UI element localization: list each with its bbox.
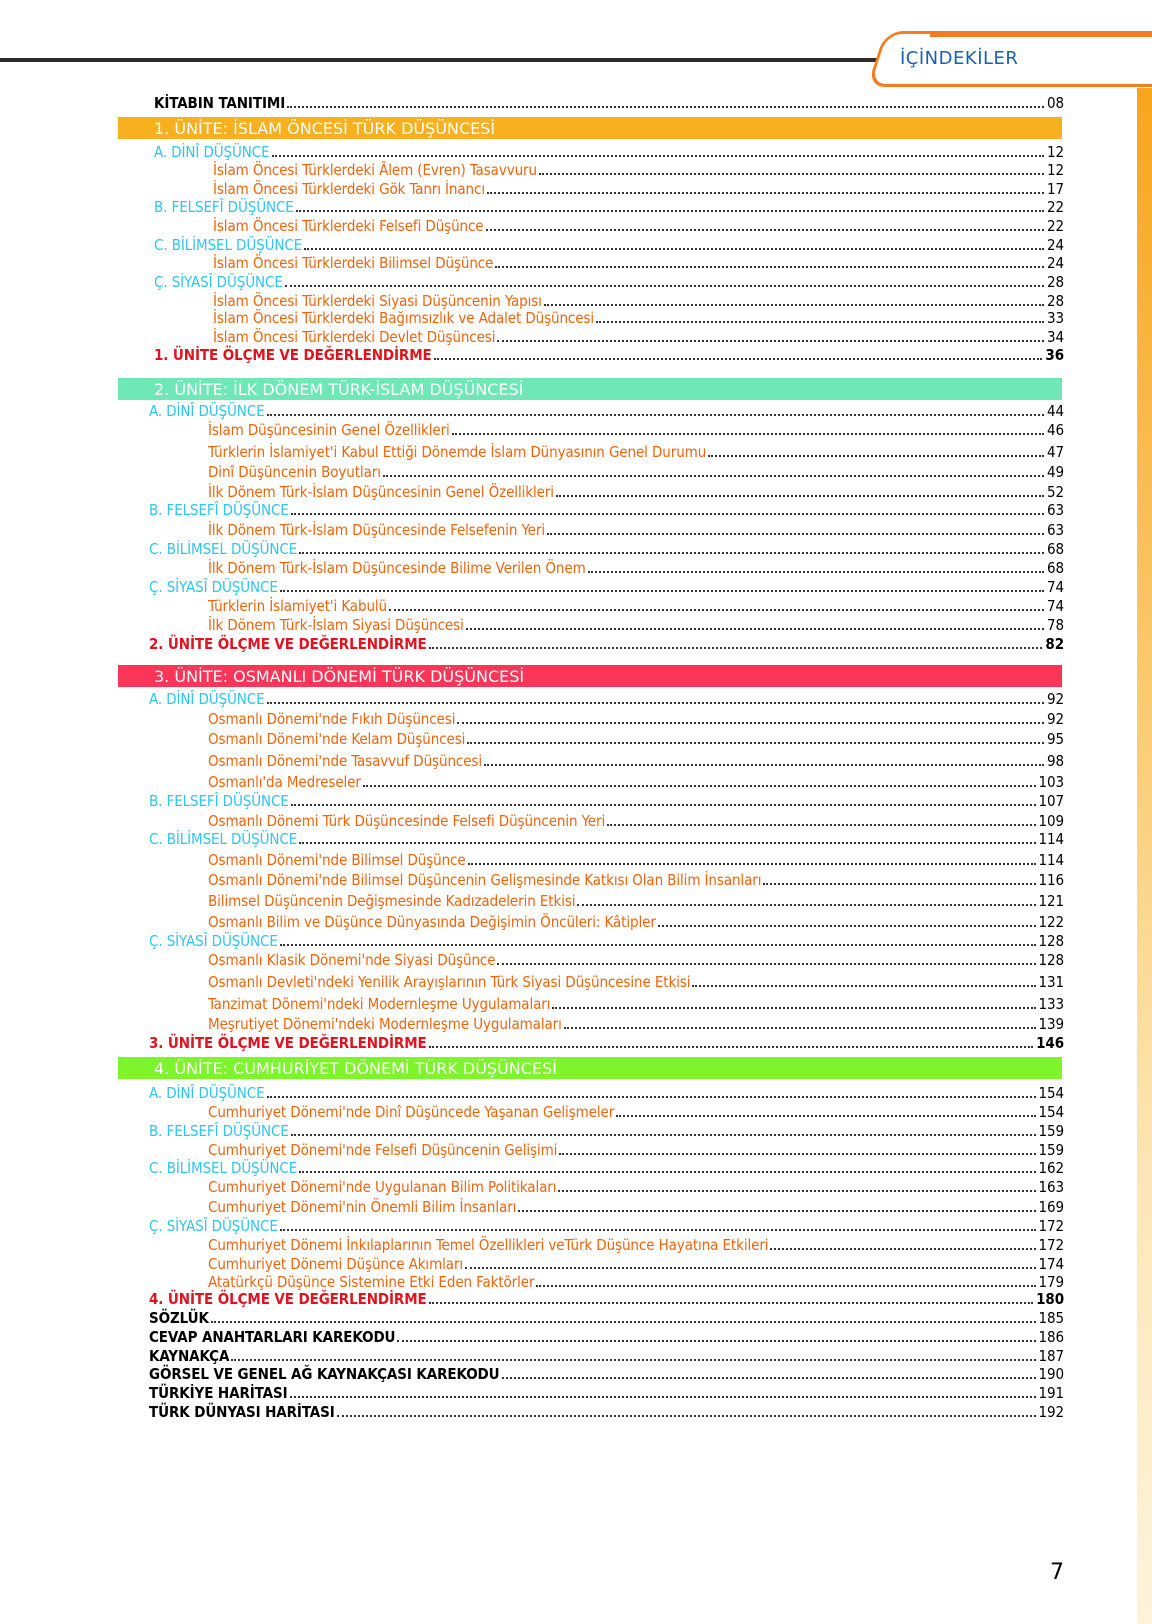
toc-topic-row[interactable] xyxy=(208,869,1064,889)
toc-page-number: 146 xyxy=(1036,1034,1064,1052)
toc-page-number: 36 xyxy=(1045,346,1064,364)
toc-entry-title: CEVAP ANAHTARLARI KAREKODU xyxy=(149,1328,396,1346)
toc-page-number: 192 xyxy=(1038,1403,1064,1421)
toc-section-row[interactable] xyxy=(149,576,1064,596)
dot-leader xyxy=(495,266,1044,268)
toc-section-row[interactable] xyxy=(149,828,1064,848)
toc-page-number: 172 xyxy=(1038,1236,1064,1254)
toc-entry-title: Osmanlı'da Medreseler xyxy=(208,773,361,791)
toc-entry-row[interactable] xyxy=(154,92,1064,112)
dot-leader xyxy=(467,742,1044,744)
dot-leader xyxy=(267,414,1045,416)
toc-entry-title: TÜRK DÜNYASI HARİTASI xyxy=(149,1403,335,1421)
toc-entry-title: Osmanlı Dönemi'nde Bilimsel Düşüncenin Gelişmesinde Katkısı Olan Bilim İnsanları xyxy=(208,871,762,889)
toc-entry-title: İslam Öncesi Türklerdeki Felsefi Düşünce xyxy=(213,217,484,235)
dot-leader xyxy=(558,1190,1035,1192)
toc-page-number: 114 xyxy=(1038,851,1064,869)
toc-page-number: 122 xyxy=(1038,913,1064,931)
toc-entry-title: TÜRKİYE HARİTASI xyxy=(149,1384,288,1402)
dot-leader xyxy=(280,1229,1036,1231)
dot-leader xyxy=(544,304,1044,306)
toc-page-number: 33 xyxy=(1047,309,1064,327)
dot-leader xyxy=(692,985,1035,987)
toc-entry-title: B. FELSEFÎ DÜŞÜNCE xyxy=(149,792,289,810)
toc-assessment-row[interactable] xyxy=(149,1032,1064,1052)
toc-entry-title: İslam Öncesi Türklerdeki Siyasi Düşüncenin Yapısı xyxy=(213,292,542,310)
toc-page-number: 159 xyxy=(1038,1122,1064,1140)
toc-topic-row[interactable] xyxy=(208,1196,1064,1216)
dot-leader xyxy=(280,944,1036,946)
toc-page-number: 114 xyxy=(1038,830,1064,848)
dot-leader xyxy=(267,702,1045,704)
toc-topic-row[interactable] xyxy=(208,1101,1064,1121)
toc-page-number: 63 xyxy=(1047,501,1064,519)
dot-leader xyxy=(287,106,1044,108)
toc-section-row[interactable] xyxy=(149,538,1064,558)
toc-topic-row[interactable] xyxy=(208,949,1064,969)
toc-entry-row[interactable] xyxy=(149,1307,1064,1327)
dot-leader xyxy=(556,495,1044,497)
unit-header-band: 4. ÜNİTE: CUMHURİYET DÖNEMİ TÜRK DÜŞÜNCESİ xyxy=(118,1057,1062,1079)
dot-leader xyxy=(429,1302,1033,1304)
toc-page-number: 191 xyxy=(1038,1384,1064,1402)
toc-page-number: 82 xyxy=(1045,635,1064,653)
toc-entry-title: Osmanlı Bilim ve Düşünce Dünyasında Değişimin Öncüleri: Kâtipler xyxy=(208,913,656,931)
toc-section-row[interactable] xyxy=(149,930,1064,950)
toc-entry-title: Ç. SİYASÎ DÜŞÜNCE xyxy=(149,578,278,596)
toc-page-number: 95 xyxy=(1047,730,1064,748)
toc-topic-row[interactable] xyxy=(208,481,1064,501)
toc-entry-title: Meşrutiyet Dönemi'ndeki Modernleşme Uygulamaları xyxy=(208,1015,562,1033)
toc-topic-row[interactable] xyxy=(208,849,1064,869)
dot-leader xyxy=(770,1248,1035,1250)
toc-page-number: 109 xyxy=(1038,812,1064,830)
dot-leader xyxy=(434,358,1043,360)
toc-assessment-row[interactable] xyxy=(149,1288,1064,1308)
toc-page-number: 190 xyxy=(1038,1365,1064,1383)
toc-topic-row[interactable] xyxy=(208,1013,1064,1033)
dot-leader xyxy=(389,609,1044,611)
dot-leader xyxy=(299,552,1044,554)
toc-page-number: 24 xyxy=(1047,254,1064,272)
toc-entry-title: İslam Düşüncesinin Genel Özellikleri xyxy=(208,421,450,439)
toc-entry-title: Osmanlı Dönemi Türk Düşüncesinde Felsefi Düşüncenin Yeri xyxy=(208,812,606,830)
toc-entry-title: B. FELSEFÎ DÜŞÜNCE xyxy=(149,501,289,519)
toc-page-number: 116 xyxy=(1038,871,1064,889)
toc-topic-row[interactable] xyxy=(208,614,1064,634)
toc-topic-row[interactable] xyxy=(208,419,1064,439)
dot-leader xyxy=(763,883,1035,885)
toc-topic-row[interactable] xyxy=(213,326,1064,346)
toc-entry-title: İlk Dönem Türk-İslam Düşüncesinin Genel Özellikleri xyxy=(208,483,554,501)
toc-entry-title: İslam Öncesi Türklerdeki Âlem (Evren) Tasavvuru xyxy=(213,161,537,179)
dot-leader xyxy=(429,1046,1033,1048)
toc-entry-title: B. FELSEFÎ DÜŞÜNCE xyxy=(149,1122,289,1140)
toc-page-number: 154 xyxy=(1038,1084,1064,1102)
toc-entry-title: Ç. SİYASÎ DÜŞÜNCE xyxy=(149,1217,278,1235)
dot-leader xyxy=(291,1134,1036,1136)
dot-leader xyxy=(304,248,1044,250)
toc-assessment-row[interactable] xyxy=(149,633,1064,653)
toc-page-number: 34 xyxy=(1047,328,1064,346)
toc-topic-row[interactable] xyxy=(208,771,1064,791)
toc-page-number: 154 xyxy=(1038,1103,1064,1121)
dot-leader xyxy=(497,963,1035,965)
toc-topic-row[interactable] xyxy=(213,252,1064,272)
dot-leader xyxy=(539,173,1044,175)
toc-topic-row[interactable] xyxy=(208,1253,1064,1273)
dot-leader xyxy=(291,513,1044,515)
dot-leader xyxy=(536,1285,1035,1287)
toc-entry-title: KAYNAKÇA xyxy=(149,1347,230,1365)
toc-entry-title: C. BİLİMSEL DÜŞÜNCE xyxy=(149,1159,298,1177)
toc-page-number: 92 xyxy=(1047,690,1064,708)
toc-section-row[interactable] xyxy=(149,499,1064,519)
dot-leader xyxy=(547,533,1044,535)
toc-page-number: 22 xyxy=(1047,198,1064,216)
toc-page-number: 187 xyxy=(1038,1347,1064,1365)
dot-leader xyxy=(658,925,1036,927)
dot-leader xyxy=(337,1415,1036,1417)
toc-entry-title: İslam Öncesi Türklerdeki Bilimsel Düşünce xyxy=(213,254,494,272)
dot-leader xyxy=(211,1321,1036,1323)
dot-leader xyxy=(616,1115,1035,1117)
toc-entry-title: Tanzimat Dönemi'ndeki Modernleşme Uygulamaları xyxy=(208,995,551,1013)
toc-entry-title: Osmanlı Klasik Dönemi'nde Siyasi Düşünce xyxy=(208,951,496,969)
dot-leader xyxy=(487,192,1044,194)
toc-topic-row[interactable] xyxy=(208,441,1064,461)
dot-leader xyxy=(429,647,1043,649)
toc-page-number: 121 xyxy=(1038,892,1064,910)
dot-leader xyxy=(272,155,1045,157)
dot-leader xyxy=(452,433,1044,435)
toc-entry-title: Osmanlı Dönemi'nde Kelam Düşüncesi xyxy=(208,730,466,748)
toc-entry-title: 1. ÜNİTE ÖLÇME VE DEĞERLENDİRME xyxy=(154,346,432,364)
toc-entry-title: Cumhuriyet Dönemi Düşünce Akımları xyxy=(208,1255,464,1273)
toc-page-number: 163 xyxy=(1038,1178,1064,1196)
toc-section-row[interactable] xyxy=(149,1215,1064,1235)
dot-leader xyxy=(552,1007,1035,1009)
dot-leader xyxy=(708,455,1044,457)
toc-entry-title: 3. ÜNİTE ÖLÇME VE DEĞERLENDİRME xyxy=(149,1034,427,1052)
dot-leader xyxy=(290,1396,1036,1398)
dot-leader xyxy=(291,804,1036,806)
toc-entry-title: A. DİNÎ DÜŞÜNCE xyxy=(149,402,265,420)
toc-entry-title: Osmanlı Devleti'ndeki Yenilik Arayışlarının Türk Siyasi Düşüncesine Etkisi xyxy=(208,973,691,991)
toc-entry-title: Osmanlı Dönemi'nde Fıkıh Düşüncesi xyxy=(208,710,456,728)
toc-entry-title: Cumhuriyet Dönemi'nde Felsefi Düşüncenin Gelişimi xyxy=(208,1141,558,1159)
toc-section-row[interactable] xyxy=(149,790,1064,810)
toc-entry-title: Bilimsel Düşüncenin Değişmesinde Kadızadelerin Etkisi xyxy=(208,892,576,910)
dot-leader xyxy=(466,628,1044,630)
toc-entry-title: A. DİNÎ DÜŞÜNCE xyxy=(149,690,265,708)
toc-page-number: 74 xyxy=(1047,578,1064,596)
toc-section-row[interactable] xyxy=(149,1120,1064,1140)
toc-page-number: 24 xyxy=(1047,236,1064,254)
toc-entry-title: Dinî Düşüncenin Boyutları xyxy=(208,463,381,481)
toc-entry-title: İslam Öncesi Türklerdeki Bağımsızlık ve Adalet Düşüncesi xyxy=(213,309,595,327)
toc-entry-title: Osmanlı Dönemi'nde Tasavvuf Düşüncesi xyxy=(208,752,483,770)
toc-entry-title: Ç. SİYASÎ DÜŞÜNCE xyxy=(149,932,278,950)
toc-topic-row[interactable] xyxy=(208,557,1064,577)
toc-entry-title: İslam Öncesi Türklerdeki Devlet Düşüncesi xyxy=(213,328,496,346)
toc-entry-title: Osmanlı Dönemi'nde Bilimsel Düşünce xyxy=(208,851,466,869)
toc-entry-title: İslam Öncesi Türklerdeki Gök Tanrı İnancı xyxy=(213,180,485,198)
toc-page-number: 68 xyxy=(1047,540,1064,558)
dot-leader xyxy=(564,1027,1036,1029)
dot-leader xyxy=(285,285,1044,287)
toc-topic-row[interactable] xyxy=(208,971,1064,991)
toc-entry-title: Cumhuriyet Dönemi'nin Önemli Bilim İnsanları xyxy=(208,1198,517,1216)
toc-entry-row[interactable] xyxy=(149,1401,1064,1421)
toc-section-row[interactable] xyxy=(154,234,1064,254)
dot-leader xyxy=(296,210,1044,212)
toc-section-row[interactable] xyxy=(154,271,1064,291)
dot-leader xyxy=(363,785,1036,787)
unit-header-band: 2. ÜNİTE: İLK DÖNEM TÜRK-İSLAM DÜŞÜNCESİ xyxy=(118,378,1062,400)
toc-page-number: 47 xyxy=(1047,443,1064,461)
toc-page-number: 52 xyxy=(1047,483,1064,501)
toc-section-row[interactable] xyxy=(154,196,1064,216)
toc-page-number: 74 xyxy=(1047,597,1064,615)
toc-entry-title: C. BİLİMSEL DÜŞÜNCE xyxy=(149,830,298,848)
toc-topic-row[interactable] xyxy=(208,890,1064,910)
toc-entry-title: A. DİNÎ DÜŞÜNCE xyxy=(149,1084,265,1102)
dot-leader xyxy=(497,340,1044,342)
dot-leader xyxy=(484,764,1044,766)
dot-leader xyxy=(518,1210,1035,1212)
toc-page-number: 107 xyxy=(1038,792,1064,810)
unit-header-band: 3. ÜNİTE: OSMANLI DÖNEMİ TÜRK DÜŞÜNCESİ xyxy=(118,665,1062,687)
toc-entry-title: SÖZLÜK xyxy=(149,1309,209,1327)
dot-leader xyxy=(607,824,1035,826)
dot-leader xyxy=(299,1171,1035,1173)
toc-topic-row[interactable] xyxy=(208,708,1064,728)
page-title: İÇİNDEKİLER xyxy=(900,48,1019,69)
toc-entry-title: B. FELSEFÎ DÜŞÜNCE xyxy=(154,198,294,216)
dot-leader xyxy=(383,475,1044,477)
toc-topic-row[interactable] xyxy=(208,519,1064,539)
toc-entry-row[interactable] xyxy=(149,1345,1064,1365)
dot-leader xyxy=(457,722,1044,724)
toc-page-number: 133 xyxy=(1038,995,1064,1013)
toc-entry-title: GÖRSEL VE GENEL AĞ KAYNAKÇASI KAREKODU xyxy=(149,1365,500,1383)
toc-page-number: 49 xyxy=(1047,463,1064,481)
toc-entry-title: C. BİLİMSEL DÜŞÜNCE xyxy=(149,540,298,558)
toc-topic-row[interactable] xyxy=(213,178,1064,198)
dot-leader xyxy=(559,1153,1035,1155)
toc-page-number: 12 xyxy=(1047,161,1064,179)
toc-topic-row[interactable] xyxy=(213,215,1064,235)
dot-leader xyxy=(267,1096,1036,1098)
dot-leader xyxy=(231,1359,1035,1361)
dot-leader xyxy=(397,1340,1035,1342)
toc-section-row[interactable] xyxy=(149,1157,1064,1177)
dot-leader xyxy=(280,590,1044,592)
toc-page-number: 185 xyxy=(1038,1309,1064,1327)
dot-leader xyxy=(486,229,1045,231)
toc-topic-row[interactable] xyxy=(208,1176,1064,1196)
toc-entry-title: İlk Dönem Türk-İslam Düşüncesinde Bilime Verilen Önem xyxy=(208,559,586,577)
toc-entry-title: Cumhuriyet Dönemi'nde Uygulanan Bilim Politikaları xyxy=(208,1178,557,1196)
toc-entry-title: C. BİLİMSEL DÜŞÜNCE xyxy=(154,236,303,254)
toc-section-row[interactable] xyxy=(149,400,1064,420)
toc-page-number: 08 xyxy=(1047,94,1064,112)
toc-page-number: 92 xyxy=(1047,710,1064,728)
toc-page-number: 44 xyxy=(1047,402,1064,420)
toc-page-number: 159 xyxy=(1038,1141,1064,1159)
toc-entry-row[interactable] xyxy=(149,1326,1064,1346)
toc-topic-row[interactable] xyxy=(208,810,1064,830)
toc-entry-title: İlk Dönem Türk-İslam Siyasi Düşüncesi xyxy=(208,616,464,634)
toc-page-number: 28 xyxy=(1047,292,1064,310)
dot-leader xyxy=(588,571,1044,573)
toc-page-number: 128 xyxy=(1038,932,1064,950)
toc-page-number: 63 xyxy=(1047,521,1064,539)
page-number: 7 xyxy=(1050,1560,1064,1585)
toc-topic-row[interactable] xyxy=(208,1234,1064,1254)
toc-page-number: 180 xyxy=(1036,1290,1064,1308)
toc-entry-title: A. DİNÎ DÜŞÜNCE xyxy=(154,143,270,161)
toc-entry-row[interactable] xyxy=(149,1363,1064,1383)
toc-entry-title: 4. ÜNİTE ÖLÇME VE DEĞERLENDİRME xyxy=(149,1290,427,1308)
toc-topic-row[interactable] xyxy=(213,307,1064,327)
toc-page-number: 28 xyxy=(1047,273,1064,291)
toc-page-number: 103 xyxy=(1038,773,1064,791)
dot-leader xyxy=(299,842,1035,844)
toc-page-number: 179 xyxy=(1038,1273,1064,1291)
toc-topic-row[interactable] xyxy=(208,728,1064,748)
toc-page-number: 78 xyxy=(1047,616,1064,634)
toc-entry-title: 2. ÜNİTE ÖLÇME VE DEĞERLENDİRME xyxy=(149,635,427,653)
toc-page-number: 98 xyxy=(1047,752,1064,770)
toc-page-number: 172 xyxy=(1038,1217,1064,1235)
toc-section-row[interactable] xyxy=(154,141,1064,161)
toc-section-row[interactable] xyxy=(149,688,1064,708)
toc-topic-row[interactable] xyxy=(208,461,1064,481)
toc-page-number: 186 xyxy=(1038,1328,1064,1346)
toc-page-number: 22 xyxy=(1047,217,1064,235)
dot-leader xyxy=(577,904,1035,906)
toc-page-number: 162 xyxy=(1038,1159,1064,1177)
toc-page-number: 174 xyxy=(1038,1255,1064,1273)
toc-page-number: 139 xyxy=(1038,1015,1064,1033)
toc-topic-row[interactable] xyxy=(213,159,1064,179)
dot-leader xyxy=(502,1377,1036,1379)
toc-entry-title: Türklerin İslamiyet'i Kabulü xyxy=(208,597,388,615)
toc-entry-title: İlk Dönem Türk-İslam Düşüncesinde Felsefenin Yeri xyxy=(208,521,545,539)
toc-page-number: 46 xyxy=(1047,421,1064,439)
toc-entry-title: Türklerin İslamiyet'i Kabul Ettiği Dönemde İslam Dünyasının Genel Durumu xyxy=(208,443,707,461)
dot-leader xyxy=(465,1267,1036,1269)
toc-page-number: 131 xyxy=(1038,973,1064,991)
toc-page-number: 12 xyxy=(1047,143,1064,161)
toc-page-number: 68 xyxy=(1047,559,1064,577)
unit-header-band: 1. ÜNİTE: İSLAM ÖNCESİ TÜRK DÜŞÜNCESİ xyxy=(118,117,1062,139)
toc-page-number: 17 xyxy=(1047,180,1064,198)
dot-leader xyxy=(468,863,1036,865)
toc-topic-row[interactable] xyxy=(208,911,1064,931)
dot-leader xyxy=(596,321,1044,323)
toc-page-number: 128 xyxy=(1038,951,1064,969)
toc-entry-title: Ç. SİYASÎ DÜŞÜNCE xyxy=(154,273,283,291)
toc-topic-row[interactable] xyxy=(208,1139,1064,1159)
toc-entry-row[interactable] xyxy=(149,1382,1064,1402)
toc-page-number: 169 xyxy=(1038,1198,1064,1216)
toc-topic-row[interactable] xyxy=(208,993,1064,1013)
toc-topic-row[interactable] xyxy=(208,595,1064,615)
toc-topic-row[interactable] xyxy=(208,750,1064,770)
toc-entry-title: Cumhuriyet Dönemi'nde Dinî Düşüncede Yaşanan Gelişmeler xyxy=(208,1103,615,1121)
toc-assessment-row[interactable] xyxy=(154,344,1064,364)
toc-entry-title: Cumhuriyet Dönemi İnkılaplarının Temel Özellikleri veTürk Düşünce Hayatına Etkileri xyxy=(208,1236,769,1254)
toc-entry-title: Atatürkçü Düşünce Sistemine Etki Eden Faktörler xyxy=(208,1273,535,1291)
toc-section-row[interactable] xyxy=(149,1082,1064,1102)
toc-entry-title: KİTABIN TANITIMI xyxy=(154,94,286,112)
